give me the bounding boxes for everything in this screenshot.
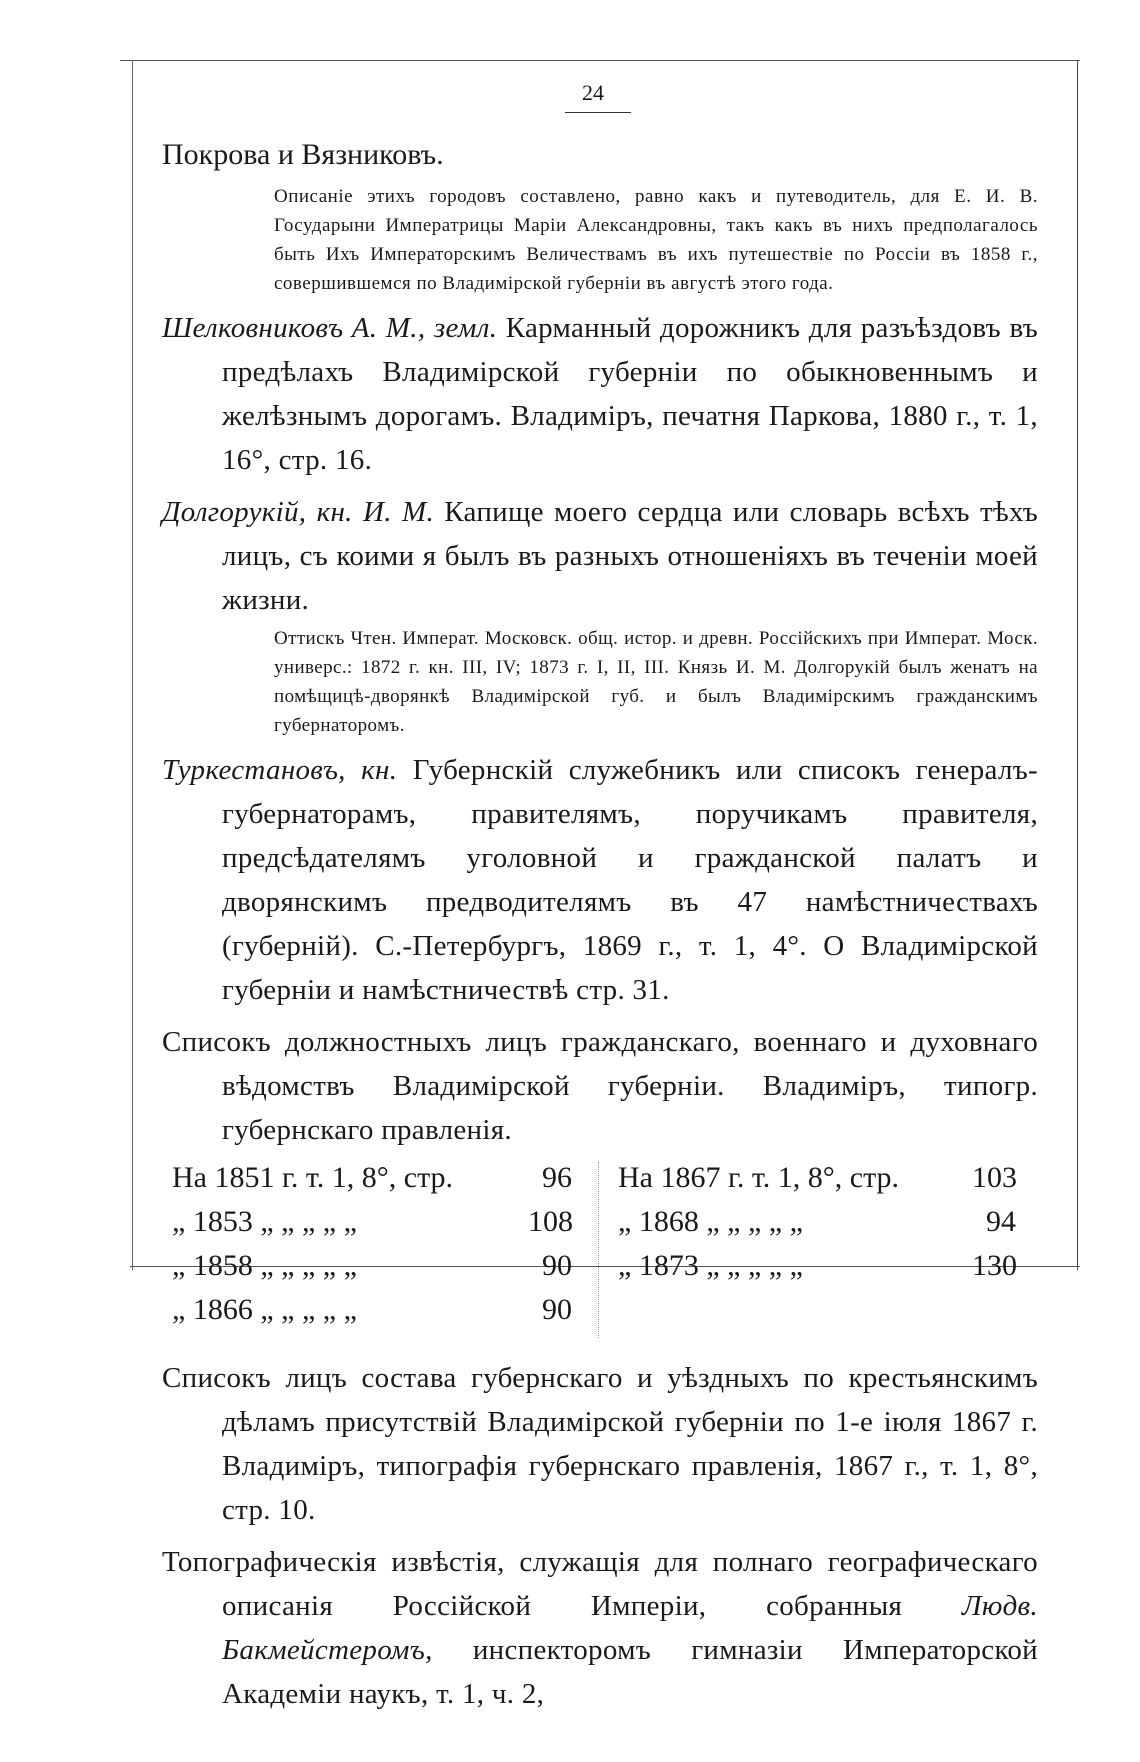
- entry-note: Оттискъ Чтен. Императ. Московск. общ. истор. и древн. Россійскихъ при Императ. Моск. универс.: 1872 г. кн. III, IV; 1873 г. I, II, III. Князь И. М. Долгорукій былъ женатъ на помѣщицѣ-дворянкѣ Владимірской губ. и былъ Владимірскимъ гражданскимъ губернаторомъ.: [274, 628, 1038, 736]
- heading-note: Описаніе этихъ городовъ составлено, равно какъ и путеводитель, для Е. И. В. Государыни Императрицы Маріи Александровны, такъ какъ въ нихъ предполагалось быть Ихъ Императорскимъ Величествамъ въ ихъ путешествіе по Россіи въ 1858 г., совершившемся по Владимірской губерніи въ августѣ этого года.: [274, 186, 1038, 294]
- table-row: „ 1866 „ „ „ „ „: [172, 1293, 357, 1326]
- page-number-rule: [565, 112, 631, 113]
- entry-text: Списокъ должностныхъ лицъ гражданскаго, военнаго и духовнаго вѣдомствъ Владимірской губерніи. Владиміръ, типогр. губернскаго правленія.: [162, 1026, 1038, 1146]
- entry-author-inline: Людв. Бакмейстеромъ,: [222, 1590, 1038, 1666]
- entry-text: Топографическія извѣстія, служащія для полнаго географическаго описанія Россійской Имперіи, собранныя: [162, 1546, 1038, 1622]
- entry-text: Списокъ лицъ состава губернскаго и уѣздныхъ по крестьянскимъ дѣламъ присутствій Владимірской губерніи по 1-е іюля 1867 г. Владиміръ, типографія губернскаго правленія, 1867 г., т. 1, 8°, стр. 10.: [162, 1362, 1038, 1526]
- entry-dolgorukiy: [162, 490, 1038, 622]
- entry-spisok-dolzhnostnykh: [162, 1020, 1038, 1152]
- entry-text: Капище моего сердца или словарь всѣхъ тѣхъ лицъ, съ коими я былъ въ разныхъ отношеніяхъ въ теченіи моей жизни.: [222, 496, 1038, 616]
- entry-author: Туркестановъ, кн.: [162, 754, 398, 786]
- page-frame-right: [1077, 60, 1078, 1270]
- table-row: „ 1853 „ „ „ „ „: [172, 1205, 357, 1238]
- page-content: [162, 134, 1038, 1716]
- page-frame-top: [120, 60, 1080, 61]
- entry-text: Карманный дорожникъ для разъѣздовъ въ предѣлахъ Владимірской губерніи по обыкновеннымъ и желѣзнымъ дорогамъ. Владиміръ, печатня Паркова, 1880 г., т. 1, 16°, стр. 16.: [222, 312, 1039, 476]
- table-pages: 94: [986, 1205, 1016, 1238]
- entry-turkestanov: [162, 748, 1038, 1012]
- table-pages: 103: [972, 1161, 1017, 1194]
- entry-spisok-krestyanskikh: [162, 1356, 1038, 1532]
- section-heading: Покрова и Вязниковъ.: [162, 138, 444, 171]
- entry-text-tail: инспекторомъ гимназіи Императорской Академіи наукъ, т. 1, ч. 2,: [222, 1634, 1038, 1710]
- table-pages: 96: [542, 1161, 572, 1194]
- entry-topograficheskiya: [162, 1540, 1038, 1716]
- page-number: 24: [582, 80, 604, 105]
- table-divider: [598, 1162, 613, 1338]
- table-pages: 108: [528, 1205, 573, 1238]
- table-row: „ 1868 „ „ „ „ „: [618, 1205, 803, 1238]
- table-row: „ 1858 „ „ „ „ „: [172, 1249, 357, 1282]
- table-row: На 1867 г. т. 1, 8°, стр.: [618, 1161, 900, 1194]
- table-pages: 90: [542, 1249, 572, 1282]
- table-pages: 130: [972, 1249, 1017, 1282]
- table-pages: 90: [542, 1293, 572, 1326]
- table-row: На 1851 г. т. 1, 8°, стр.: [172, 1161, 454, 1194]
- page-frame-left: [132, 60, 133, 1270]
- entry-author: Долгорукій, кн. И. М.: [162, 496, 435, 528]
- entry-shelkovnikov: [162, 306, 1038, 482]
- entry-author: Шелковниковъ А. М., земл.: [162, 312, 498, 344]
- years-table: [162, 1156, 1038, 1356]
- entry-text: Губернскій служебникъ или списокъ генералъ-губернаторамъ, правителямъ, поручикамъ правителя, предсѣдателямъ уголовной и гражданской палатъ и дворянскимъ предводителямъ въ 47 намѣстничествахъ (губерній). С.-Петербургъ, 1869 г., т. 1, 4°. О Владимірской губерніи и намѣстничествѣ стр. 31.: [222, 754, 1038, 1006]
- table-row: „ 1873 „ „ „ „ „: [618, 1249, 803, 1282]
